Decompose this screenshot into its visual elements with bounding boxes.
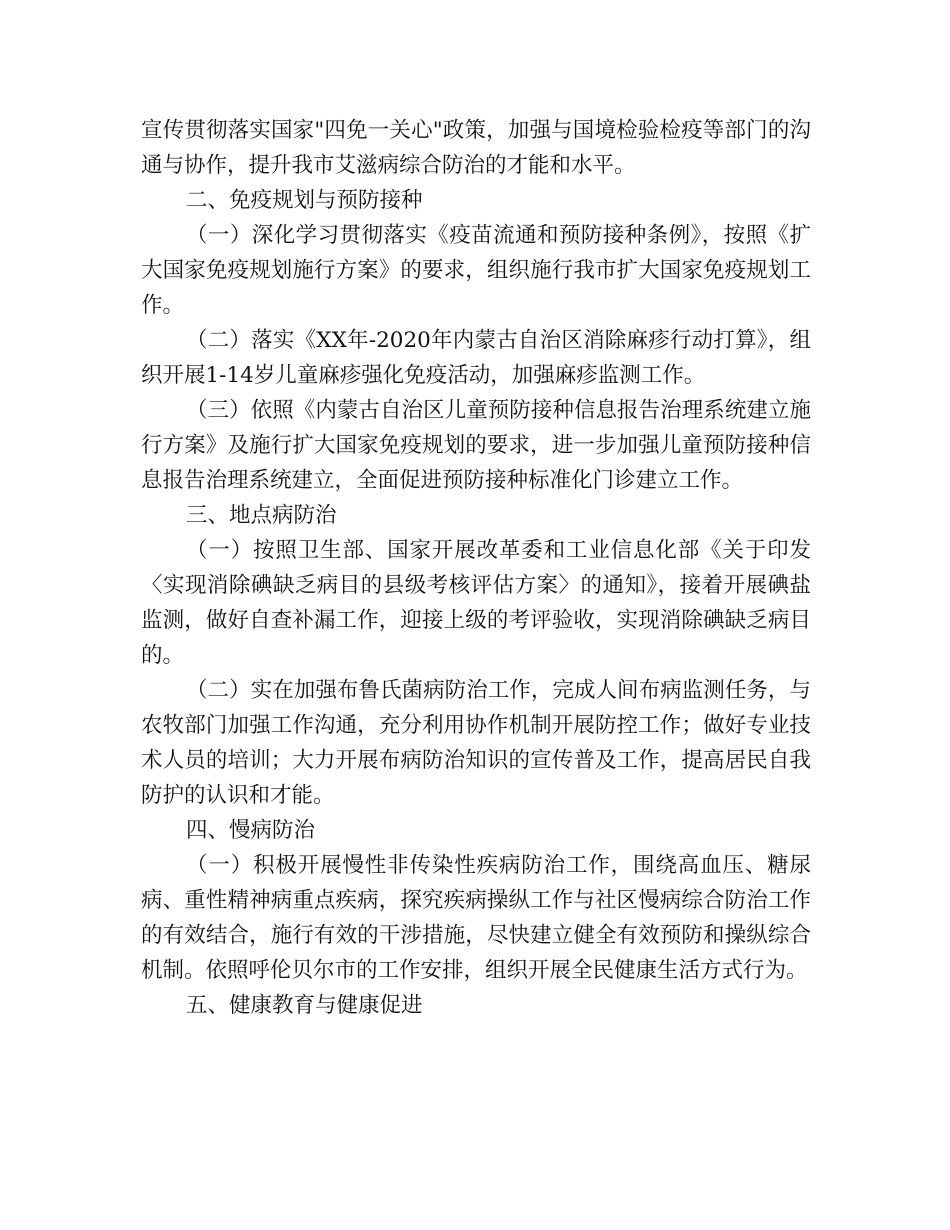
paragraph-immunization-2: （二）落实《XX年-2020年内蒙古自治区消除麻疹行动打算》，组织开展1-14岁儿童麻疹强化免疫活动，加强麻疹监测工作。 xyxy=(141,328,811,388)
section-heading-health-education: 五、健康教育与健康促进 xyxy=(186,993,423,1018)
paragraph-endemic-2: （二）实在加强布鲁氏菌病防治工作，完成人间布病监测任务，与农牧部门加强工作沟通，充分利用协作机制开展防控工作；做好专业技术人员的培训；大力开展布病防治知识的宣传普及工作，提高居民自我防护的认识和才能。 xyxy=(141,678,811,808)
section-heading-immunization: 二、免疫规划与预防接种 xyxy=(186,188,423,213)
paragraph-immunization-3: （三）依照《内蒙古自治区儿童预防接种信息报告治理系统建立施行方案》及施行扩大国家免疫规划的要求，进一步加强儿童预防接种信息报告治理系统建立，全面促进预防接种标准化门诊建立工作。 xyxy=(141,398,811,493)
paragraph-continuation: 宣传贯彻落实国家"四免一关心"政策，加强与国境检验检疫等部门的沟通与协作，提升我市艾滋病综合防治的才能和水平。 xyxy=(141,118,811,178)
paragraph-immunization-1: （一）深化学习贯彻落实《疫苗流通和预防接种条例》，按照《扩大国家免疫规划施行方案》的要求，组织施行我市扩大国家免疫规划工作。 xyxy=(141,223,811,318)
document-body xyxy=(141,113,811,1023)
section-heading-chronic-disease: 四、慢病防治 xyxy=(186,818,316,843)
paragraph-chronic-1: （一）积极开展慢性非传染性疾病防治工作，围绕高血压、糖尿病、重性精神病重点疾病，探究疾病操纵工作与社区慢病综合防治工作的有效结合，施行有效的干涉措施，尽快建立健全有效预防和操纵综合机制。依照呼伦贝尔市的工作安排，组织开展全民健康生活方式行为。 xyxy=(141,853,811,983)
section-heading-endemic-disease: 三、地点病防治 xyxy=(186,503,337,528)
paragraph-endemic-1: （一）按照卫生部、国家开展改革委和工业信息化部《关于印发〈实现消除碘缺乏病目的县级考核评估方案〉的通知》，接着开展碘盐监测，做好自查补漏工作，迎接上级的考评验收，实现消除碘缺乏病目的。 xyxy=(141,538,811,668)
